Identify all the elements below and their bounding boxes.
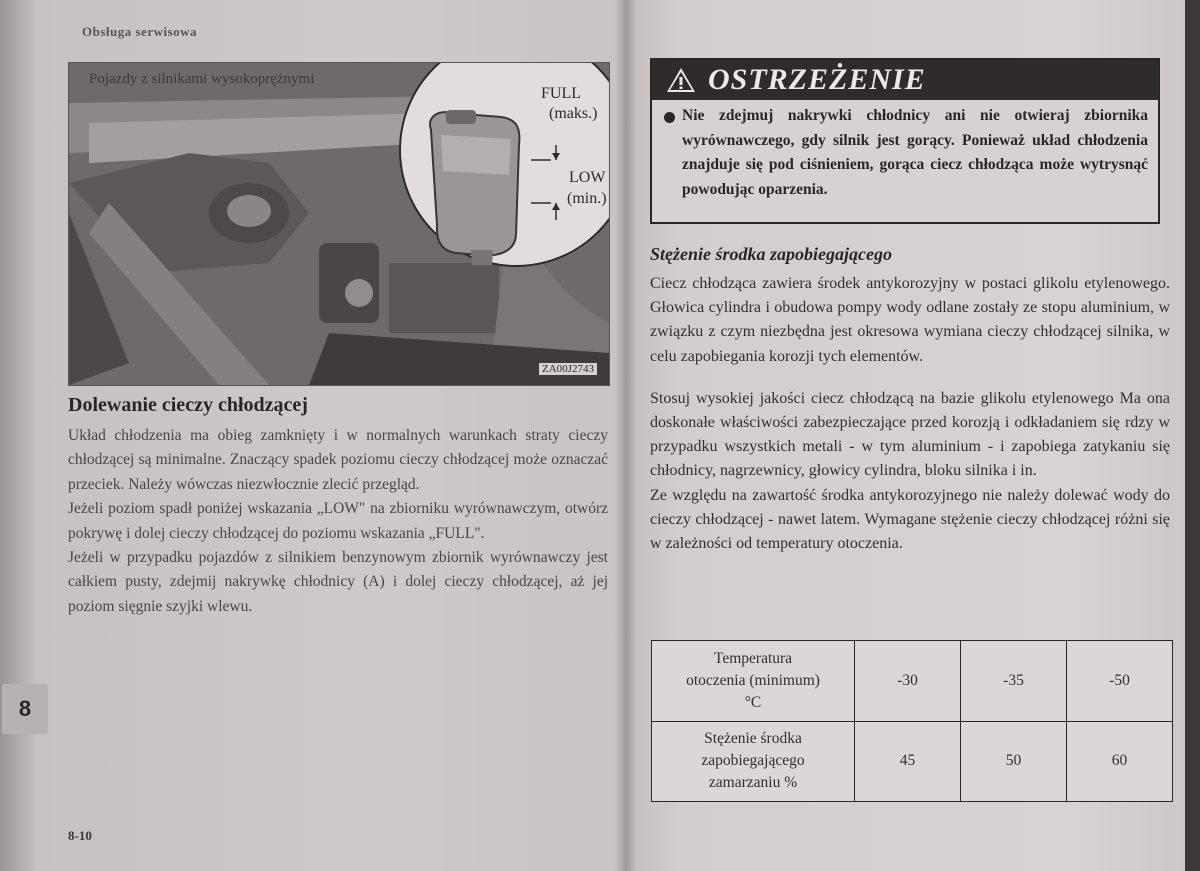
table-row-header: Stężenie środka zapobiegającego zamarzaniu % [652, 721, 855, 802]
warning-triangle-icon [666, 67, 696, 93]
left-paragraph: Jeżeli poziom spadł poniżej wskazania „LOW" na zbiorniku wyrównawczym, otwórz pokrywę i dolej cieczy chłodzącej do poziomu wskazania „FULL". [68, 500, 608, 542]
subsection-title: Stężenie środka zapobiegającego [650, 244, 892, 264]
engine-figure [68, 62, 610, 386]
right-body [650, 272, 1170, 556]
low-label: LOW [569, 169, 606, 186]
warning-body [652, 100, 1158, 202]
table-cell: 60 [1067, 721, 1173, 802]
right-paragraph: Ze względu na zawartość środka antykorozyjnego nie należy dolewać wody do cieczy chłodzącej - nawet latem. Wymagane stężenie cieczy chłodzącej różni się w zależności od temperatury otoczenia. [650, 486, 1170, 553]
table-cell: 50 [961, 721, 1067, 802]
page-number: 8-10 [68, 828, 92, 843]
figure-caption: Pojazdy z silnikami wysokoprężnymi [89, 71, 315, 87]
table-cell: -30 [855, 641, 961, 722]
warning-box [650, 58, 1160, 224]
table-row [652, 721, 1173, 802]
table-row [652, 641, 1173, 722]
left-body [68, 424, 608, 619]
full-sub-label: (maks.) [549, 105, 598, 122]
reservoir-inset [399, 62, 610, 267]
page-edge [1185, 0, 1200, 871]
table-cell: -50 [1067, 641, 1173, 722]
table-cell: -35 [961, 641, 1067, 722]
concentration-table [651, 640, 1173, 802]
section-title: Dolewanie cieczy chłodzącej [68, 394, 308, 416]
warning-title: OSTRZEŻENIE [708, 63, 926, 96]
warning-text: Nie zdejmuj nakrywki chłodnicy ani nie otwieraj zbiornika wyrównawczego, gdy silnik jest gorący. Ponieważ układ chłodzenia znajduje się pod ciśnieniem, gorąca ciecz chłodząca może wytrysnąć powodując oparzenia. [682, 107, 1148, 198]
left-paragraph: Układ chłodzenia ma obieg zamknięty i w normalnych warunkach straty cieczy chłodzącej są minimalne. Znaczący spadek poziomu cieczy chłodzącej może oznaczać przeciek. Należy wówczas niezwłocznie zlecić przegląd. [68, 427, 608, 493]
table-row-header: Temperatura otoczenia (minimum) °C [652, 641, 855, 722]
left-paragraph: Jeżeli w przypadku pojazdów z silnikiem benzynowym zbiornik wyrównawczy jest całkiem pusty, zdejmij nakrywkę chłodnicy (A) i dolej cieczy chłodzącej, aż jej poziom sięgnie szyjki wlewu. [68, 549, 608, 615]
table-cell: 45 [855, 721, 961, 802]
right-paragraph: Ciecz chłodząca zawiera środek antykorozyjny w postaci glikolu etylenowego. Głowica cylindra i obudowa pompy wody odlane zostały ze stopu aluminium, w związku z czym niezbędna jest okresowa wymiana cieczy chłodzącej silnika, w celu zapobiegania korozji tych elementów. [650, 275, 1170, 365]
right-paragraph: Stosuj wysokiej jakości ciecz chłodzącą na bazie glikolu etylenowego Ma ona doskonałe właściwości zabezpieczające przed korozją i odkładaniem się rdzy w przypadku wszystkich metali - w tym aluminium - i zapobiega zatykaniu się chłodnicy, nagrzewnicy, głowicy cylindra, bloku silnika i in. [650, 389, 1170, 480]
low-sub-label: (min.) [567, 190, 607, 207]
section-header: Obsługa serwisowa [82, 24, 198, 39]
figure-code: ZA00J2743 [539, 363, 597, 375]
full-label: FULL [541, 85, 581, 102]
warning-header [652, 60, 1158, 100]
book-gutter [615, 0, 637, 871]
chapter-tab: 8 [2, 684, 48, 734]
bullet-icon [664, 112, 675, 123]
